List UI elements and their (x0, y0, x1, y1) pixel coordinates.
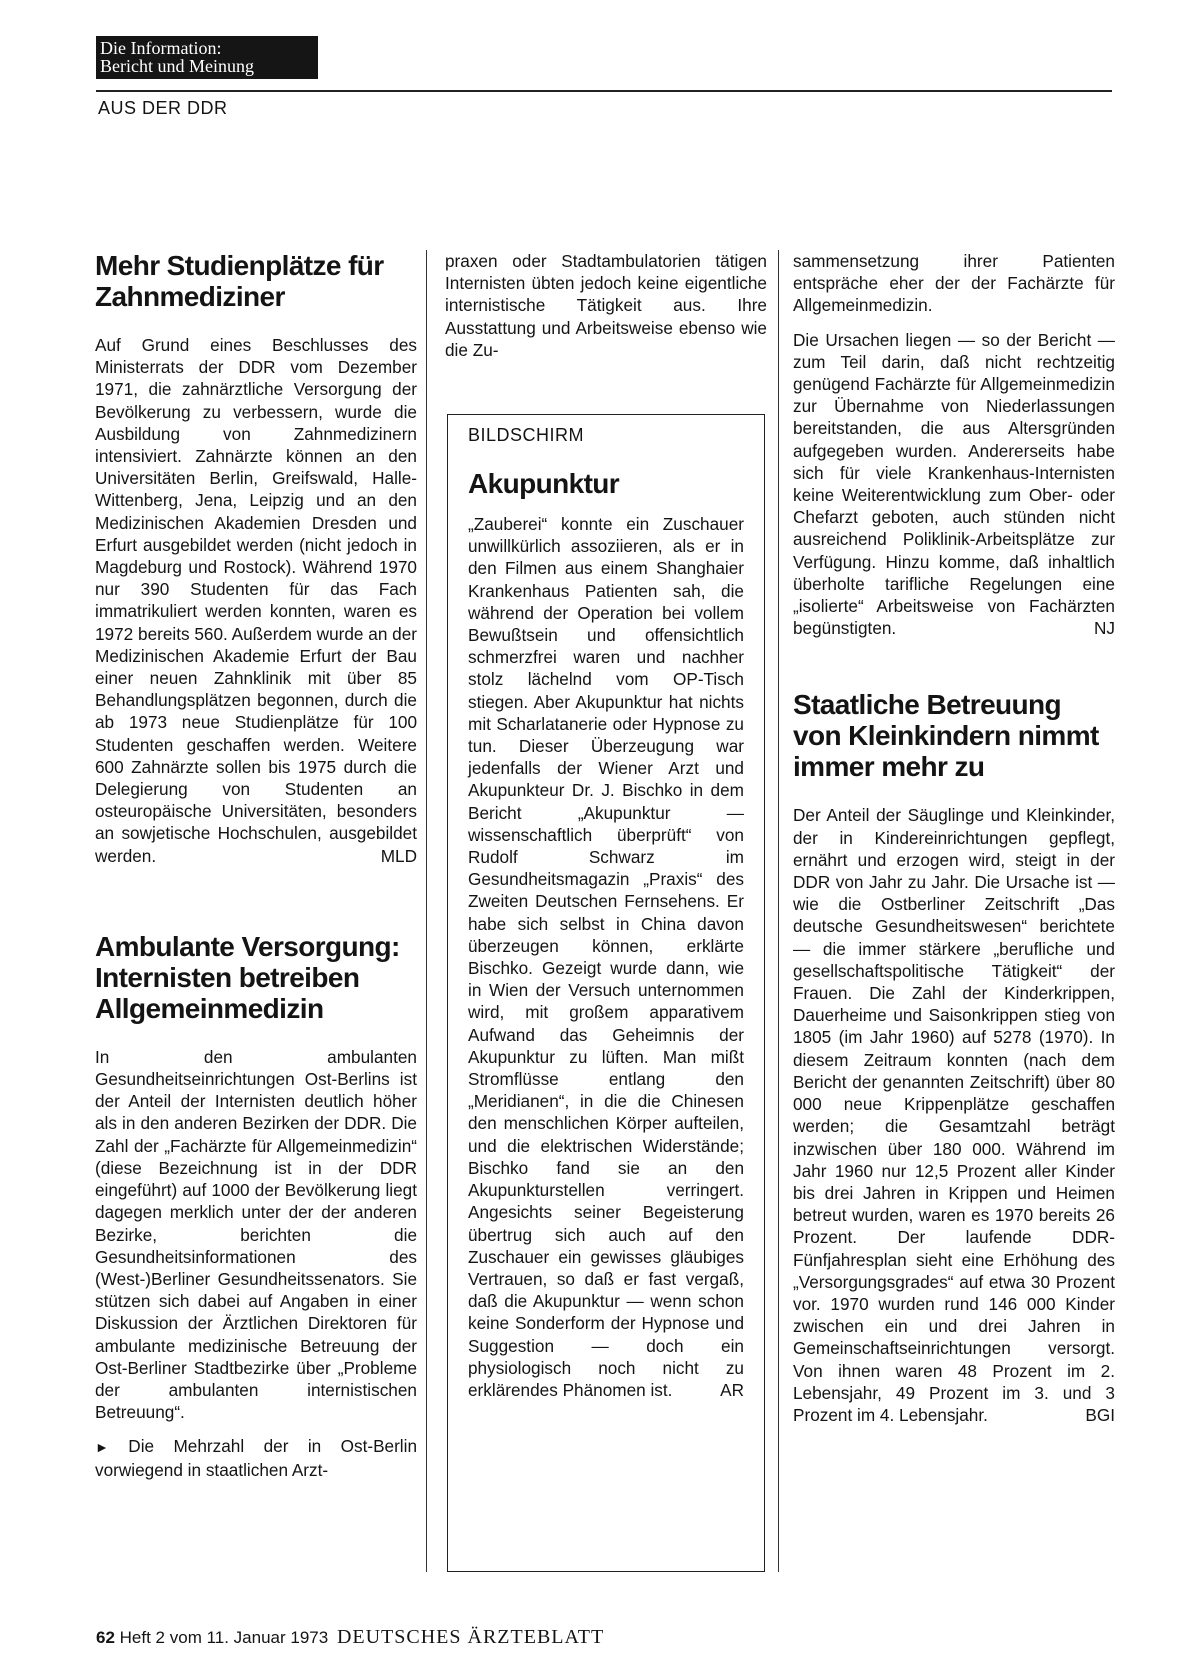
article3-signature: BGI (1085, 1404, 1115, 1425)
article2-title: Ambulante Versorgung: Internisten betreiben Allgemeinmedizin (95, 930, 400, 1024)
section-label: AUS DER DDR (98, 98, 228, 118)
article2-body2-part3: sammensetzung ihrer Patienten entspräche eher der der Fachärzte für Allgemeinmedizin. (793, 251, 1115, 316)
article2-body2-part1: ► Die Mehrzahl der in Ost-Berlin vorwiegend in staatlichen Arzt- (95, 1436, 418, 1480)
article2-body1: In den ambulanten Gesundheitseinrichtungen Ost-Berlins ist der Anteil der Internisten deutlich höher als in den anderen Bezirken der DDR. Die Zahl der „Fachärzte für Allgemeinmedizin“ (diese Bezeichnung ist in der DDR eingeführt) auf 1000 der Bevölkerung liegt dagegen merklich unter der der anderen Bezirke, berichten die Gesundheitsinformationen des (West-)Berliner Gesundheitssenators. Sie stützen sich dabei auf Angaben in einer Diskussion der Ärztlichen Direktoren für ambulante medizinische Betreuung der Ost-Berliner Stadtbezirke über „Probleme der ambulanten internistischen Betreuung“. (95, 1046, 417, 1423)
triangle-bullet-icon: ► (95, 1439, 109, 1456)
rubric-box (96, 36, 318, 79)
article1-title: Mehr Studienplätze für Zahnmediziner (95, 250, 384, 312)
akupunktur-box (447, 414, 765, 1572)
article2-signature: NJ (1093, 618, 1115, 639)
box-body: „Zauberei“ konnte ein Zuschauer unwillkürlich assoziieren, als er in den Filmen aus einem Shanghaier Krankenhaus Patienten sah, die während der Operation bei vollem Bewußtsein und offensichtlich schmerzfrei waren und nachher stolz lächelnd vom OP-Tisch stiegen. Aber Akupunktur hat nichts mit Scharlatanerie oder Hypnose zu tun. Dieser Überzeugung war jedenfalls der Wiener Arzt und Akupunkteur Dr. J. Bischko in dem Bericht „Akupunktur — wissenschaftlich überprüft“ von Rudolf Schwarz im Gesundheitsmagazin „Praxis“ des Zweiten Deutschen Fernsehens. Er habe sich selbst in China davon überzeugen können, erklärte Bischko. Gezeigt wurde dann, wie in Wien der Versuch unternommen wird, mit großem apparativem Aufwand das Geheimnis der Akupunktur zu lüften. Man mißt Stromflüsse entlang den „Meridianen“, in die die Chinesen den menschlichen Körper aufteilen, und die elektrischen Widerstände; Bischko fand sie an den Akupunkturstellen verringert. Angesichts seiner Begeisterung übertrug sich auch auf den Zuschauer ein gewisses gläubiges Vertrauen, so daß er fast vergaß, daß die Akupunktur — wenn schon keine Sonderform der Hypnose und Suggestion — doch ein physiologisch noch nicht zu erklärendes Phänomen ist. AR (468, 514, 744, 1400)
article2-body3: Die Ursachen liegen — so der Bericht — zum Teil darin, daß nicht rechtzeitig genügend Fachärzte für Allgemeinmedizin zur Übernahme von Niederlassungen bereitstanden, die aus Altersgründen aufgegeben wurden. Andererseits habe sich für viele Krankenhaus-Internisten keine Weiterentwicklung zum Ober- oder Chefarzt geboten, auch stünden nicht ausreichend Poliklinik-Arbeitsplätze zur Verfügung. Hinzu komme, daß inhaltlich überholte tarifliche Regelungen eine „isolierte“ Arbeitsweise von Fachärzten begünstigten. NJ (793, 329, 1115, 639)
column-rule-1 (426, 250, 427, 1572)
article3-body: Der Anteil der Säuglinge und Kleinkinder, der in Kindereinrichtungen gepflegt, ernährt und erzogen wird, steigt in der DDR von Jahr zu Jahr. Die Ursache ist — wie die Ostberliner Zeitschrift „Das deutsche Gesundheitswesen“ berichtete — die immer stärkere „berufliche und gesellschaftspolitische Tätigkeit“ der Frauen. Die Zahl der Kinderkrippen, Dauerheime und Saisonkrippen stieg von 1805 (im Jahr 1960) auf 5278 (1970). In diesem Zeitraum konnten (nach dem Bericht der genannten Zeitschrift) über 80 000 neue Krippenplätze geschaffen werden; die Gesamtzahl beträgt inzwischen über 180 000. Während im Jahr 1960 nur 12,5 Prozent aller Kinder bis drei Jahren in Krippen und Heimen betreut wurden, waren es 1970 bereits 26 Prozent. Der laufende DDR-Fünfjahresplan sieht eine Erhöhung des „Versorgungsgrades“ auf etwa 30 Prozent vor. 1970 wurden rund 146 000 Kinder zwischen ein und drei Jahren in Gemeinschaftseinrichtungen versorgt. Von ihnen waren 48 Prozent im 2. Lebensjahr, 49 Prozent im 3. und 3 Prozent im 4. Lebensjahr. BGI (793, 805, 1115, 1425)
article2-body2-part2: praxen oder Stadtambulatorien tätigen Internisten übten jedoch keine eigentliche internistische Tätigkeit aus. Ihre Ausstattung und Arbeitsweise ebenso wie die Zu- (445, 251, 767, 360)
article3-title: Staatliche Betreuung von Kleinkindern nimmt immer mehr zu (793, 689, 1099, 783)
column-2 (445, 250, 767, 361)
header-rule (96, 90, 1112, 92)
article1-signature: MLD (380, 845, 417, 866)
column-1 (95, 250, 417, 1481)
article1-body: Auf Grund eines Beschlusses des Ministerrats der DDR vom Dezember 1971, die zahnärztliche Versorgung der Bevölkerung zu verbessern, wurde die Ausbildung von Zahnmedizinern intensiviert. Zahnärzte können an den Universitäten Berlin, Greifswald, Halle-Wittenberg, Jena, Leipzig und an den Medizinischen Akademien Dresden und Erfurt ausgebildet werden (nicht jedoch in Magdeburg und Rostock). Während 1970 nur 390 Studenten für das Fach immatrikuliert werden konnten, waren es 1972 bereits 560. Außerdem wurde an der Medizinischen Akademie Erfurt der Bau einer neuen Zahnklinik mit über 85 Behandlungsplätzen begonnen, durch die ab 1973 neue Studienplätze für 100 Studenten geschaffen werden. Weitere 600 Zahnärzte sollen bis 1975 durch die Delegierung von Studenten an osteuropäische Universitäten, besonders an sowjetische Hochschulen, ausgebildet werden. MLD (95, 335, 417, 866)
box-signature: AR (720, 1379, 744, 1400)
rubric-line-1: Die Information: (100, 38, 222, 58)
masthead: DEUTSCHES ÄRZTEBLATT (336, 1626, 605, 1648)
page-footer (96, 1626, 604, 1649)
page-number: 62 (96, 1628, 115, 1647)
issue-line: Heft 2 vom 11. Januar 1973 (119, 1628, 329, 1647)
rubric-line-2: Bericht und Meinung (100, 56, 254, 76)
column-3 (793, 250, 1115, 1426)
column-rule-2 (778, 250, 779, 1572)
box-kicker: BILDSCHIRM (468, 425, 585, 445)
box-title: Akupunktur (468, 468, 620, 499)
